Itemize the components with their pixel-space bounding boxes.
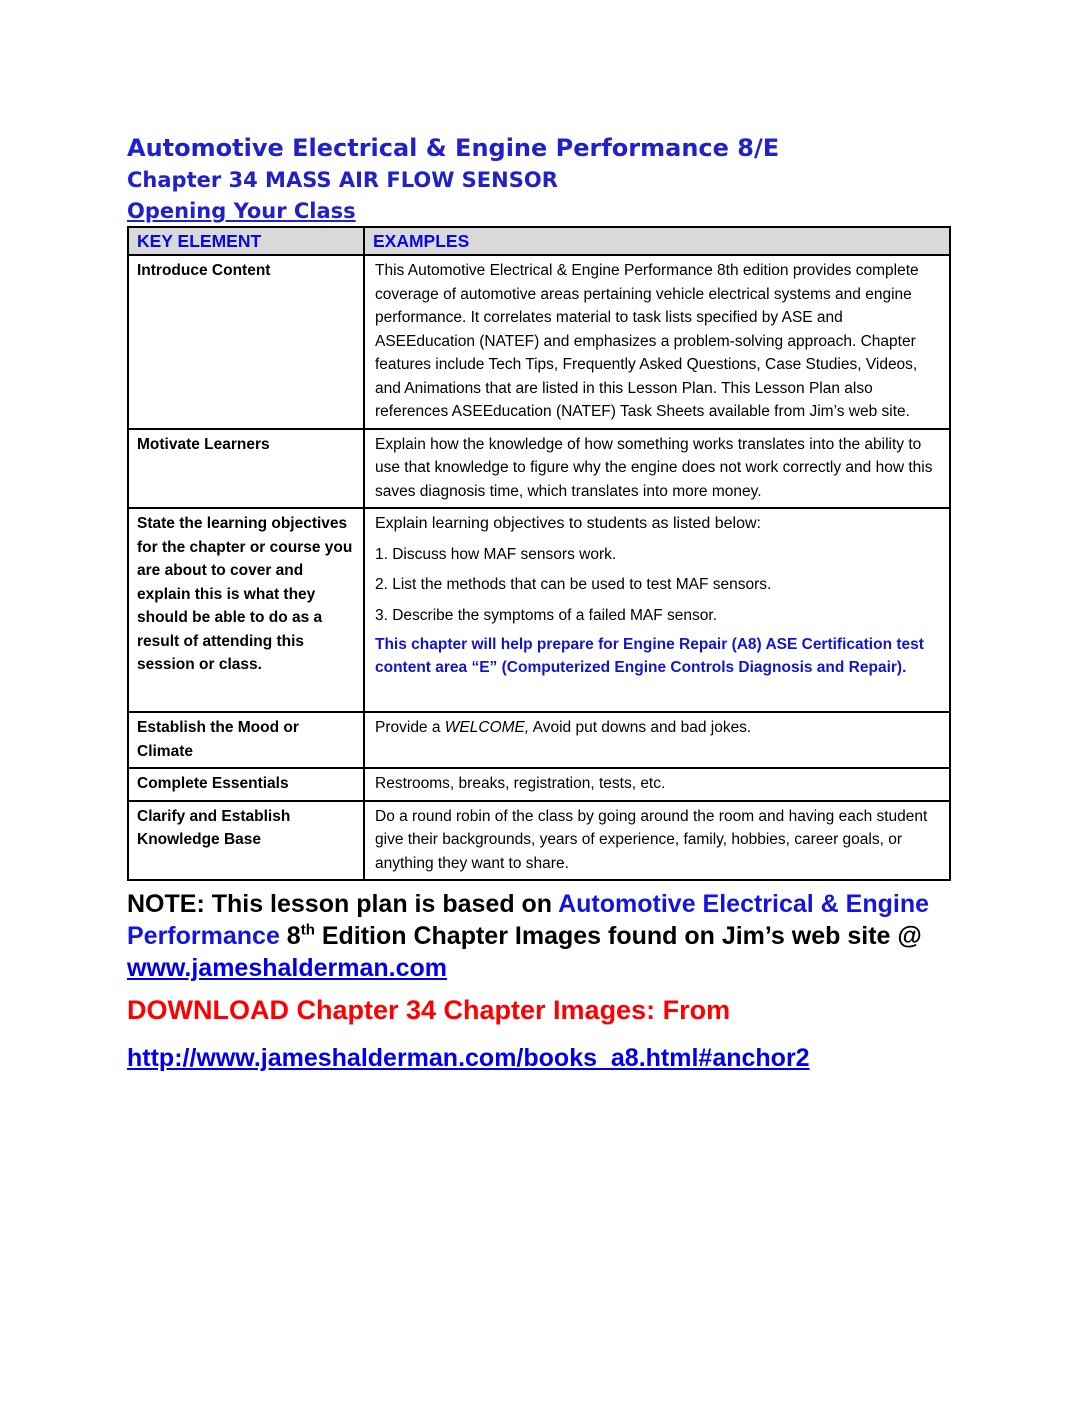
welcome-pre-text: Provide a <box>375 719 445 736</box>
objectives-intro: Explain learning objectives to students as listed below: <box>375 515 761 532</box>
key-element-table <box>127 226 951 881</box>
key-cell: Clarify and Establish Knowledge Base <box>128 801 364 881</box>
download-url-line <box>127 1042 963 1074</box>
key-cell: Motivate Learners <box>128 429 364 509</box>
note-intro-text: NOTE: This lesson plan is based on <box>127 890 559 918</box>
key-cell: Establish the Mood or Climate <box>128 712 364 768</box>
examples-cell <box>364 429 950 509</box>
examples-paragraph: Do a round robin of the class by going around the room and having each student give their backgrounds, years of experience, family, hobbies, career goals, or anything they want to share. <box>375 807 928 872</box>
table-row-establish-mood <box>128 712 950 768</box>
key-cell: Complete Essentials <box>128 768 364 801</box>
download-heading: DOWNLOAD Chapter 34 Chapter Images: From <box>127 995 731 1025</box>
examples-paragraph: Explain how the knowledge of how something works translates into the ability to use that knowledge to figure why the engine does not work correctly and how this saves diagnosis time, which translates into more money. <box>375 435 933 500</box>
examples-cell <box>364 712 950 768</box>
lesson-plan-page <box>127 131 963 1074</box>
note-edition-ordinal-suffix: th <box>300 921 315 939</box>
examples-cell <box>364 768 950 801</box>
table-row-complete-essentials <box>128 768 950 801</box>
examples-paragraph <box>375 716 939 740</box>
jims-web-site-link[interactable]: www.jameshalderman.com <box>127 954 448 982</box>
table-row-clarify-knowledge-base <box>128 801 950 881</box>
ase-certification-note: This chapter will help prepare for Engine Repair (A8) ASE Certification test content area “E” (Computerized Engine Controls Diagnosis and Repair). <box>375 636 924 676</box>
key-cell: Introduce Content <box>128 255 364 429</box>
note-book-title: Automotive Electrical & Engine Performance <box>127 890 930 950</box>
section-heading: Opening Your Class <box>127 199 356 223</box>
examples-cell <box>364 255 950 429</box>
key-cell: State the learning objectives for the chapter or course you are about to cover and explain this is what they should be able to do as a result of attending this session or class. <box>128 508 364 712</box>
objective-item: 3. Describe the symptoms of a failed MAF sensor. <box>375 606 717 624</box>
table-header-row <box>128 227 950 255</box>
note-paragraph <box>127 888 955 984</box>
objective-item: 1. Discuss how MAF sensors work. <box>375 545 617 563</box>
examples-cell <box>364 801 950 881</box>
welcome-post-text: Avoid put downs and bad jokes. <box>529 719 752 736</box>
examples-cell <box>364 508 950 712</box>
chapter-subtitle: Chapter 34 MASS AIR FLOW SENSOR <box>127 168 558 192</box>
examples-paragraph: Restrooms, breaks, registration, tests, etc. <box>375 775 666 792</box>
table-row-learning-objectives <box>128 508 950 712</box>
column-header-key-element: KEY ELEMENT <box>128 227 364 255</box>
table-row-introduce-content <box>128 255 950 429</box>
page-title: Automotive Electrical & Engine Performance 8/E <box>127 134 780 162</box>
welcome-italic-text: WELCOME, <box>444 719 530 736</box>
chapter-images-url-link[interactable]: http://www.jameshalderman.com/books_a8.html#anchor2 <box>127 1044 810 1072</box>
examples-paragraph: This Automotive Electrical & Engine Performance 8th edition provides complete coverage of automotive areas pertaining vehicle electrical systems and engine performance. It correlates material to task lists specified by ASE and ASEEducation (NATEF) and emphasizes a problem-solving approach. Chapter features include Tech Tips, Frequently Asked Questions, Case Studies, Videos, and Animations that are listed in this Lesson Plan. This Lesson Plan also references ASEEducation (NATEF) Task Sheets available from Jim’s web site. <box>375 262 919 420</box>
column-header-examples: EXAMPLES <box>364 227 950 255</box>
note-edition-number: 8 <box>279 922 301 950</box>
note-edition-rest-text: Edition Chapter Images found on Jim’s web site @ <box>314 922 922 950</box>
objective-item: 2. List the methods that can be used to test MAF sensors. <box>375 576 772 593</box>
table-row-motivate-learners <box>128 429 950 509</box>
